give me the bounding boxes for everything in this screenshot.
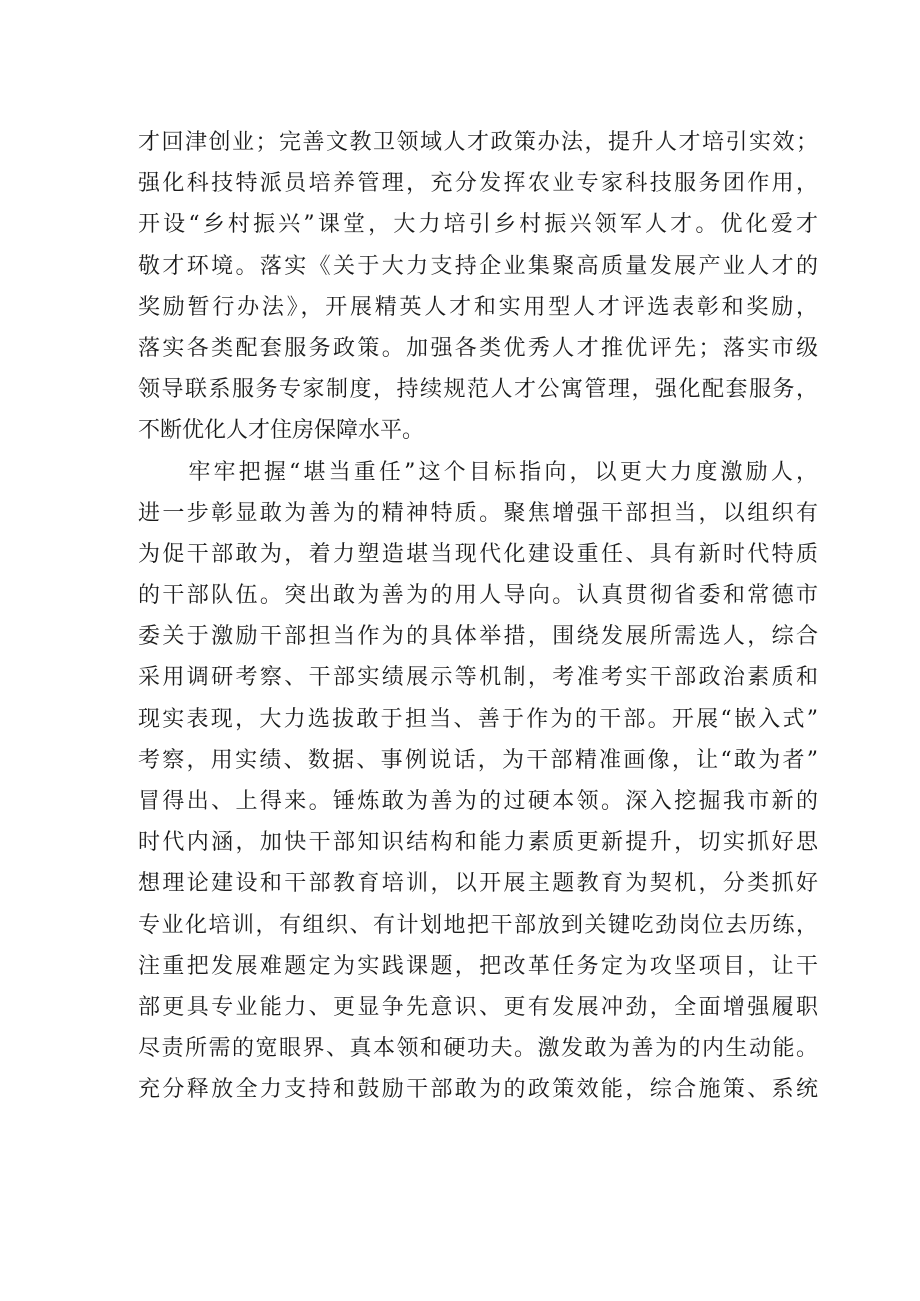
text-line: 部更具专业能力、更显争先意识、更有发展冲劲，全面增强履职	[138, 994, 818, 1020]
document-body	[138, 122, 818, 1111]
text-line: 想理论建设和干部教育培训，以开展主题教育为契机，分类抓好	[138, 871, 818, 897]
text-line: 领导联系服务专家制度，持续规范人才公寓管理，强化配套服务，	[138, 377, 818, 403]
text-line: 为促干部敢为，着力塑造堪当现代化建设重任、具有新时代特质	[138, 541, 818, 567]
text-line: 尽责所需的宽眼界、真本领和硬功夫。激发敢为善为的内生动能。	[138, 1036, 818, 1062]
text-line: 现实表现，大力选拔敢于担当、善于作为的干部。开展“嵌入式”	[138, 706, 818, 732]
text-line: 考察，用实绩、数据、事例说话，为干部精准画像，让“敢为者”	[138, 747, 818, 773]
paragraph	[138, 122, 818, 452]
text-line: 委关于激励干部担当作为的具体举措，围绕发展所需选人，综合	[138, 624, 818, 650]
text-line: 的干部队伍。突出敢为善为的用人导向。认真贯彻省委和常德市	[138, 583, 818, 609]
text-line: 牢牢把握“堪当重任”这个目标指向，以更大力度激励人，	[138, 459, 818, 485]
text-line: 注重把发展难题定为实践课题，把改革任务定为攻坚项目，让干	[138, 953, 818, 979]
text-line: 落实各类配套服务政策。加强各类优秀人才推优评先；落实市级	[138, 335, 818, 361]
text-line: 强化科技特派员培养管理，充分发挥农业专家科技服务团作用，	[138, 171, 818, 197]
paragraph	[138, 452, 818, 1111]
text-line: 才回津创业；完善文教卫领域人才政策办法，提升人才培引实效；	[138, 130, 818, 155]
text-line: 冒得出、上得来。锤炼敢为善为的过硬本领。深入挖掘我市新的	[138, 789, 818, 814]
text-line: 充分释放全力支持和鼓励干部敢为的政策效能，综合施策、系统	[138, 1077, 818, 1103]
text-line: 专业化培训，有组织、有计划地把干部放到关键吃劲岗位去历练，	[138, 912, 818, 938]
text-line: 奖励暂行办法》，开展精英人才和实用型人才评选表彰和奖励，	[138, 294, 818, 320]
text-line: 时代内涵，加快干部知识结构和能力素质更新提升，切实抓好思	[138, 830, 818, 856]
text-line: 采用调研考察、干部实绩展示等机制，考准考实干部政治素质和	[138, 665, 818, 691]
text-line: 开设“乡村振兴”课堂，大力培引乡村振兴领军人才。优化爱才	[138, 212, 818, 238]
text-line: 不断优化人才住房保障水平。	[138, 418, 425, 444]
text-line: 进一步彰显敢为善为的精神特质。聚焦增强干部担当，以组织有	[138, 500, 818, 526]
text-line: 敬才环境。落实《关于大力支持企业集聚高质量发展产业人才的	[138, 253, 818, 279]
